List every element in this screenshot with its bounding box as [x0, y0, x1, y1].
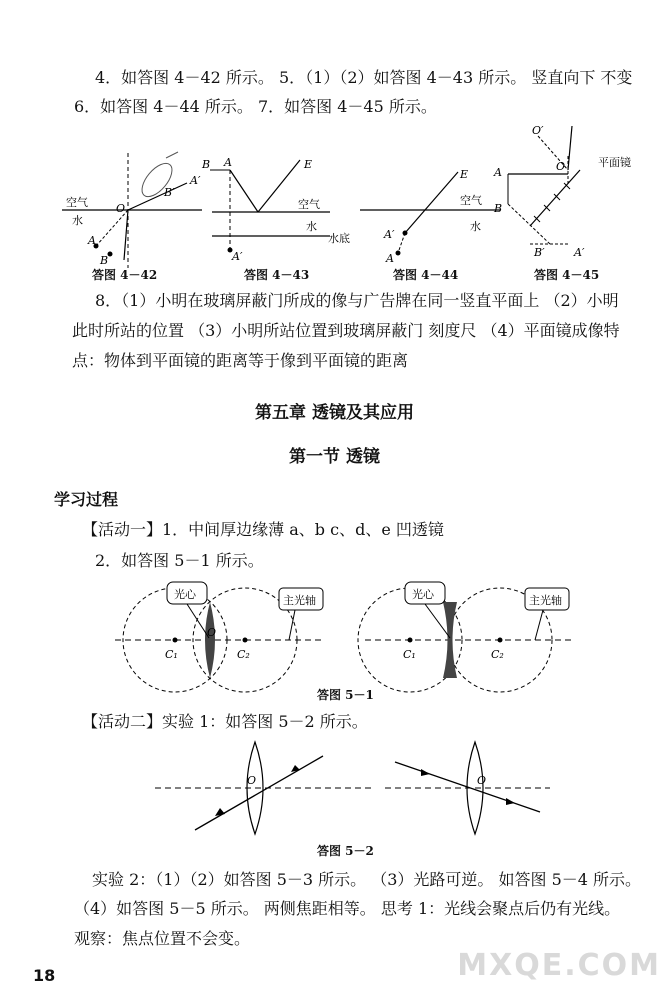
svg-text:A′: A′	[574, 246, 585, 259]
svg-text:O: O	[556, 160, 566, 173]
figure-5-2	[155, 740, 555, 840]
page-number: 18	[33, 966, 56, 985]
svg-text:O: O	[116, 202, 126, 215]
svg-text:E: E	[460, 168, 469, 181]
answer-line-8-1: 8．（1）小明在玻璃屏蔽门所成的像与广告牌在同一竖直平面上 （2）小明	[95, 291, 619, 310]
answer-line-6-7: 6．如答图 4－44 所示。 7．如答图 4－45 所示。	[74, 97, 437, 116]
svg-text:空气: 空气	[460, 194, 482, 207]
svg-text:C₁: C₁	[165, 648, 178, 661]
caption-4-43: 答图 4－43	[244, 268, 310, 282]
svg-text:平面镜: 平面镜	[598, 156, 631, 169]
answer-line-4-5: 4．如答图 4－42 所示。 5．（1）（2）如答图 4－43 所示。 竖直向下 不变	[95, 68, 633, 87]
caption-4-42: 答图 4－42	[92, 268, 158, 282]
svg-text:O: O	[207, 626, 217, 639]
activity2-line1: 【活动二】实验 1：如答图 5－2 所示。	[82, 712, 368, 731]
caption-4-45: 答图 4－45	[534, 268, 600, 282]
answer-line-8-2: 此时所站的位置 （3）小明所站位置到玻璃屏蔽门 刻度尺 （4）平面镜成像特	[72, 321, 620, 340]
activity1-line1: 【活动一】1．中间厚边缘薄 a、b c、d、e 凹透镜	[82, 520, 444, 539]
svg-text:C₁: C₁	[403, 648, 416, 661]
optical-center-label-2: 光心	[412, 588, 434, 601]
svg-text:O: O	[247, 774, 257, 787]
svg-text:空气: 空气	[66, 196, 88, 209]
figure-4-45	[490, 126, 640, 266]
svg-text:E: E	[304, 158, 313, 171]
svg-text:O: O	[477, 774, 487, 787]
svg-text:水: 水	[72, 214, 83, 227]
svg-text:A′: A′	[190, 174, 201, 187]
svg-text:水底: 水底	[328, 232, 350, 245]
watermark: MXQE.COM	[457, 948, 661, 983]
svg-text:B: B	[494, 202, 503, 215]
experiment2-line2: （4）如答图 5－5 所示。 两侧焦距相等。 思考 1：光线会聚点后仍有光线。	[74, 899, 621, 918]
svg-text:水: 水	[306, 220, 317, 233]
svg-text:空气: 空气	[298, 198, 320, 211]
section-title: 第一节 透镜	[289, 447, 380, 467]
svg-text:B: B	[202, 158, 211, 171]
main-axis-label-1: 主光轴	[283, 594, 316, 607]
experiment2-line1: 实验 2：（1）（2）如答图 5－3 所示。 （3）光路可逆。 如答图 5－4 所示。	[92, 870, 642, 889]
svg-text:A: A	[494, 166, 502, 179]
svg-text:O′: O′	[532, 124, 544, 137]
caption-5-1: 答图 5－1	[317, 688, 374, 702]
svg-text:A′: A′	[232, 250, 243, 263]
chapter-title: 第五章 透镜及其应用	[255, 403, 414, 423]
activity1-line2: 2．如答图 5－1 所示。	[95, 551, 264, 570]
svg-text:B: B	[100, 254, 109, 267]
experiment2-line3: 观察：焦点位置不会变。	[74, 929, 251, 948]
svg-text:A: A	[386, 252, 394, 265]
caption-5-2: 答图 5－2	[317, 844, 374, 858]
figure-4-44	[360, 158, 503, 268]
svg-text:A: A	[88, 234, 96, 247]
svg-text:水: 水	[470, 220, 481, 233]
figure-4-43	[200, 150, 350, 270]
figure-5-1	[115, 578, 655, 688]
answer-line-8-3: 点：物体到平面镜的距离等于像到平面镜的距离	[72, 351, 409, 370]
figure-4-42	[62, 148, 202, 283]
main-axis-label-2: 主光轴	[529, 594, 562, 607]
optical-center-label-1: 光心	[174, 588, 196, 601]
svg-text:B′: B′	[534, 246, 545, 259]
svg-text:B′: B′	[164, 186, 175, 199]
svg-text:A′: A′	[384, 228, 395, 241]
caption-4-44: 答图 4－44	[393, 268, 459, 282]
svg-text:C₂: C₂	[237, 648, 250, 661]
process-title: 学习过程	[54, 490, 119, 509]
svg-text:C₂: C₂	[491, 648, 504, 661]
svg-text:A: A	[224, 156, 232, 169]
